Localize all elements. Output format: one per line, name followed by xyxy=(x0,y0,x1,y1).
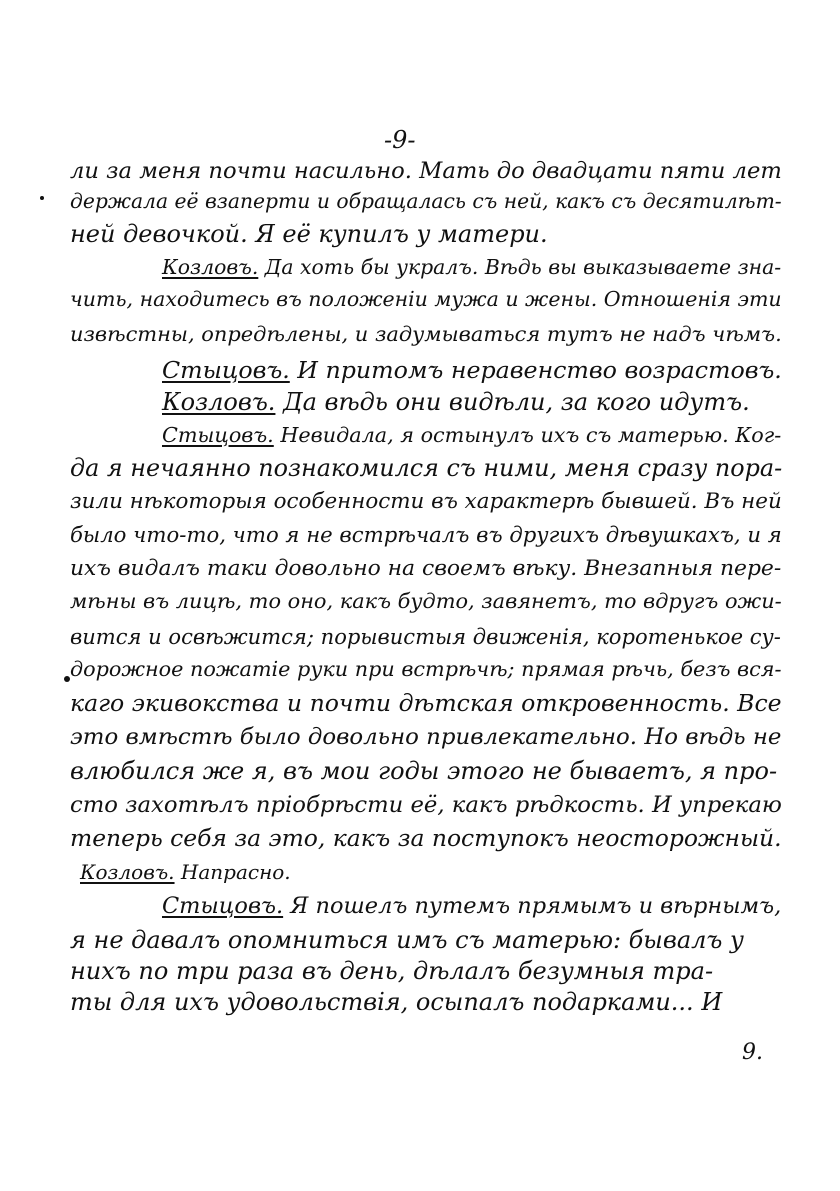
manuscript-line xyxy=(70,626,781,647)
line-text: Невидала, я остынулъ ихъ съ матерью. Ког- xyxy=(273,423,782,447)
line-text: зили нѣкоторыя особенности въ характерѣ бывшей. Въ ней xyxy=(70,489,782,514)
speaker-name: Козловъ. xyxy=(80,860,175,884)
line-text: да я нечаянно познакомился съ ними, меня сразу пора- xyxy=(70,454,783,482)
line-text: Напрасно. xyxy=(174,860,291,884)
line-text: нихъ по три раза въ день, дѣлалъ безумныя тра- xyxy=(70,957,714,985)
line-text: Да вѣдь они видѣли, за кого идутъ. xyxy=(275,388,750,416)
line-text: чить, находитесь въ положеніи мужа и жены. Отношенія эти xyxy=(70,287,782,311)
line-text: держала её взаперти и обращалась съ ней, какъ съ десятилѣт- xyxy=(70,189,782,213)
line-text: сто захотѣлъ пріобрѣсти её, какъ рѣдкость. И упрекаю xyxy=(70,792,782,818)
line-text: это вмѣстѣ было довольно привлекательно. Но вѣдь не xyxy=(70,724,782,750)
line-text: Да хоть бы укралъ. Вѣдь вы выказываете зна- xyxy=(258,255,782,279)
line-text: ли за меня почти насильно. Мать до двадцати пяти лет xyxy=(70,158,782,184)
manuscript-line xyxy=(70,824,782,852)
page-number: -9- xyxy=(384,126,416,154)
line-text: вится и освѣжится; порывистыя движенія, коротенькое су- xyxy=(70,624,781,649)
manuscript-line xyxy=(70,959,713,983)
line-text: И притомъ неравенство возрастовъ. xyxy=(289,356,782,384)
margin-mark xyxy=(40,196,44,200)
manuscript-line xyxy=(70,928,744,952)
manuscript-line xyxy=(70,990,722,1014)
manuscript-line xyxy=(70,222,548,246)
line-text: было что-то, что я не встрѣчалъ въ другихъ дѣвушкахъ, и я xyxy=(70,522,782,547)
line-text: каго экивокства и почти дѣтская откровенность. Все xyxy=(70,689,782,717)
manuscript-line xyxy=(162,390,750,414)
manuscript-line xyxy=(70,191,782,211)
speaker-name: Стыцовъ. xyxy=(162,423,274,447)
line-text: дорожное пожатіе руки при встрѣчѣ; прямая рѣчь, безъ вся- xyxy=(70,657,782,681)
line-text: мѣны въ лицѣ, то оно, какъ будто, завянетъ, то вдругъ ожи- xyxy=(70,589,782,613)
line-text: ты для ихъ удовольствія, осыпалъ подарками... И xyxy=(70,988,723,1016)
manuscript-line xyxy=(70,289,782,310)
manuscript-line xyxy=(70,324,782,345)
manuscript-line xyxy=(70,726,781,749)
line-text: Я пошелъ путемъ прямымъ и вѣрнымъ, xyxy=(283,893,782,919)
line-text: ней девочкой. Я её купилъ у матери. xyxy=(70,220,548,248)
manuscript-line xyxy=(162,356,782,384)
manuscript-line xyxy=(70,558,781,580)
manuscript-line xyxy=(70,794,782,817)
speaker-name: Козловъ. xyxy=(162,388,276,416)
manuscript-line xyxy=(70,454,783,482)
manuscript-line xyxy=(70,491,782,512)
line-text: влюбился же я, въ мои годы этого не бываетъ, я про- xyxy=(70,757,778,785)
speaker-name: Козловъ. xyxy=(162,255,259,279)
speaker-name: Стыцовъ. xyxy=(162,356,290,384)
manuscript-line xyxy=(70,591,782,612)
manuscript-line xyxy=(70,659,782,680)
manuscript-line xyxy=(162,425,781,446)
line-text: ихъ видалъ таки довольно на своемъ вѣку. Внезапныя пере- xyxy=(70,556,782,581)
catchword: 9. xyxy=(742,1040,763,1065)
manuscript-line xyxy=(70,689,782,717)
margin-mark xyxy=(64,676,70,682)
manuscript-line xyxy=(80,862,291,882)
manuscript-line xyxy=(162,257,781,277)
line-text: я не давалъ опомниться имъ съ матерью: бывалъ у xyxy=(70,926,744,954)
speaker-name: Стыцовъ. xyxy=(162,893,284,919)
manuscript-line xyxy=(70,160,782,183)
manuscript-line xyxy=(162,895,781,917)
manuscript-line xyxy=(70,759,777,783)
line-text: извѣстны, опредѣлены, и задумываться тутъ не надъ чѣмъ. xyxy=(70,322,782,346)
line-text: теперь себя за это, какъ за поступокъ неосторожный. xyxy=(70,824,782,852)
manuscript-line xyxy=(70,524,782,545)
